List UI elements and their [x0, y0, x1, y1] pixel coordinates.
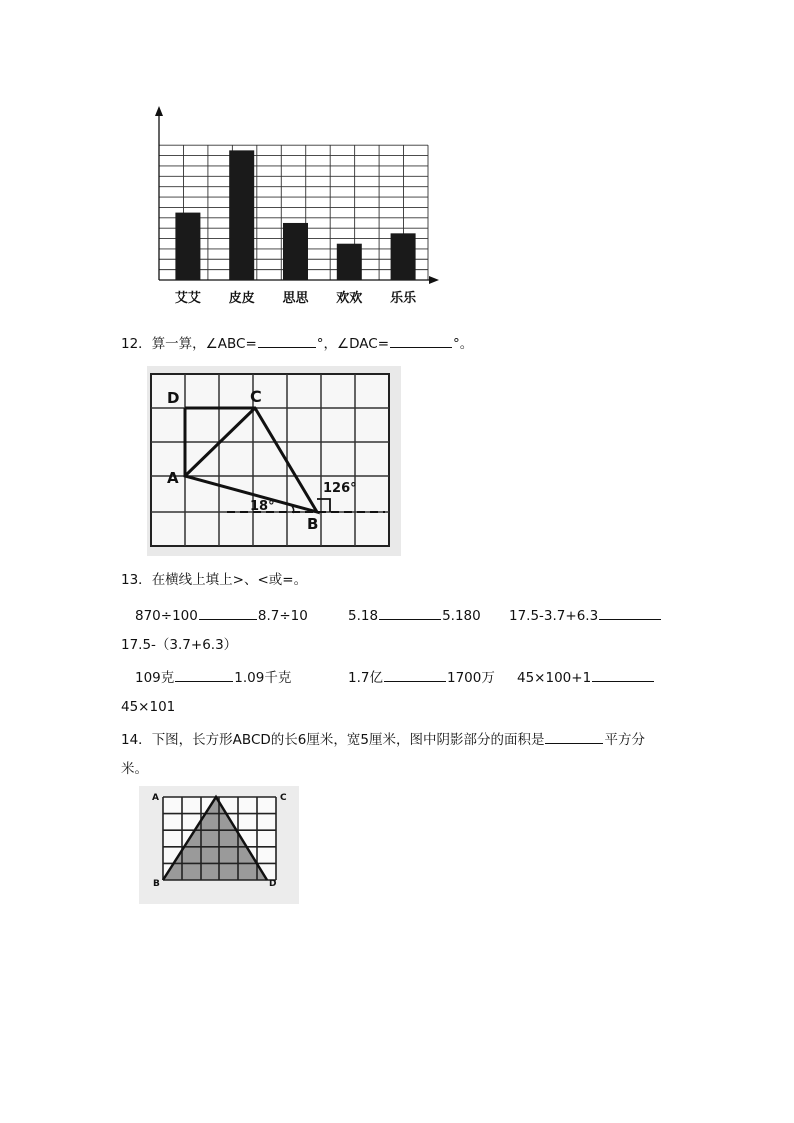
q14-text-a: 下图，长方形ABCD的长6厘米，宽5厘米，图中阴影部分的面积是 — [151, 732, 545, 748]
q13-row-1c — [509, 605, 662, 625]
bar-3 — [283, 223, 308, 280]
q13-item-5-right: 1700万 — [446, 670, 495, 686]
point-d-label: D — [167, 389, 180, 407]
bar-5 — [391, 233, 416, 280]
q13-row-3 — [135, 667, 291, 687]
q13-item-1-left: 870÷100 — [135, 608, 198, 624]
q14-line-1 — [121, 729, 645, 749]
q12-text-c: °。 — [453, 336, 474, 352]
angle-18-label: 18° — [250, 499, 275, 514]
q12-number: 12． — [121, 336, 152, 352]
q13-item-6-right: 45×101 — [121, 699, 176, 715]
point-b-label: B — [307, 515, 319, 533]
category-label-4: 欢欢 — [336, 291, 363, 306]
y-axis-arrow — [155, 106, 163, 116]
corner-b-label: B — [153, 879, 160, 889]
q13-item-3-right: 17.5-（3.7+6.3） — [121, 637, 238, 653]
q14-text-c: 米。 — [121, 761, 148, 777]
x-axis-arrow — [429, 276, 439, 284]
corner-c-label: C — [280, 793, 287, 803]
q12-line — [121, 333, 473, 353]
q13-prompt: 在横线上填上>、<或=。 — [151, 572, 308, 588]
q14-triangle-figure — [139, 786, 299, 904]
point-a-label: A — [167, 469, 179, 487]
q13-item-5-left: 1.7亿 — [348, 670, 383, 686]
q13-item-4-blank[interactable] — [175, 667, 233, 682]
q13-row-3c — [517, 667, 655, 687]
q13-item-3-blank[interactable] — [599, 605, 661, 620]
bar-2 — [229, 150, 254, 280]
q13-row-1b — [348, 605, 481, 625]
bar-chart — [140, 100, 440, 315]
q13-item-1-blank[interactable] — [199, 605, 257, 620]
q12-text-b: °，∠DAC= — [316, 336, 390, 352]
category-label-5: 乐乐 — [390, 291, 417, 306]
q12-answer-blank-2[interactable] — [390, 333, 452, 348]
category-label-3: 思思 — [282, 291, 309, 306]
q13-item-2-left: 5.18 — [348, 608, 379, 624]
q12-text-a: 算一算，∠ABC= — [151, 336, 257, 352]
q13-prompt-line — [121, 571, 307, 589]
q13-row-2 — [121, 636, 237, 654]
q13-number: 13． — [121, 572, 152, 588]
bar-1 — [175, 213, 200, 280]
point-c-label: C — [250, 387, 262, 406]
q13-item-4-right: 1.09千克 — [234, 670, 292, 686]
category-label-2: 皮皮 — [228, 291, 255, 306]
q12-answer-blank-1[interactable] — [258, 333, 316, 348]
q14-answer-blank[interactable] — [545, 729, 603, 744]
q13-row-3b — [348, 667, 495, 687]
q13-item-5-blank[interactable] — [384, 667, 446, 682]
corner-d-label: D — [269, 879, 277, 889]
q13-row-1 — [135, 605, 308, 625]
q13-item-2-right: 5.180 — [442, 608, 481, 624]
angle-126-label: 126° — [323, 481, 357, 496]
q13-item-4-left: 109克 — [135, 670, 175, 686]
q14-number: 14． — [121, 732, 152, 748]
q13-row-4 — [121, 698, 175, 716]
q12-angle-figure — [147, 366, 401, 556]
category-label-1: 艾艾 — [174, 291, 201, 306]
q13-item-6-blank[interactable] — [592, 667, 654, 682]
bar-4 — [337, 244, 362, 280]
q13-item-3-left: 17.5-3.7+6.3 — [509, 608, 599, 624]
q13-item-6-left: 45×100+1 — [517, 670, 592, 686]
q13-item-1-right: 8.7÷10 — [257, 608, 308, 624]
q14-line-2 — [121, 760, 148, 778]
corner-a-label: A — [152, 793, 159, 803]
q13-item-2-blank[interactable] — [379, 605, 441, 620]
q14-text-b: 平方分 — [604, 732, 645, 748]
